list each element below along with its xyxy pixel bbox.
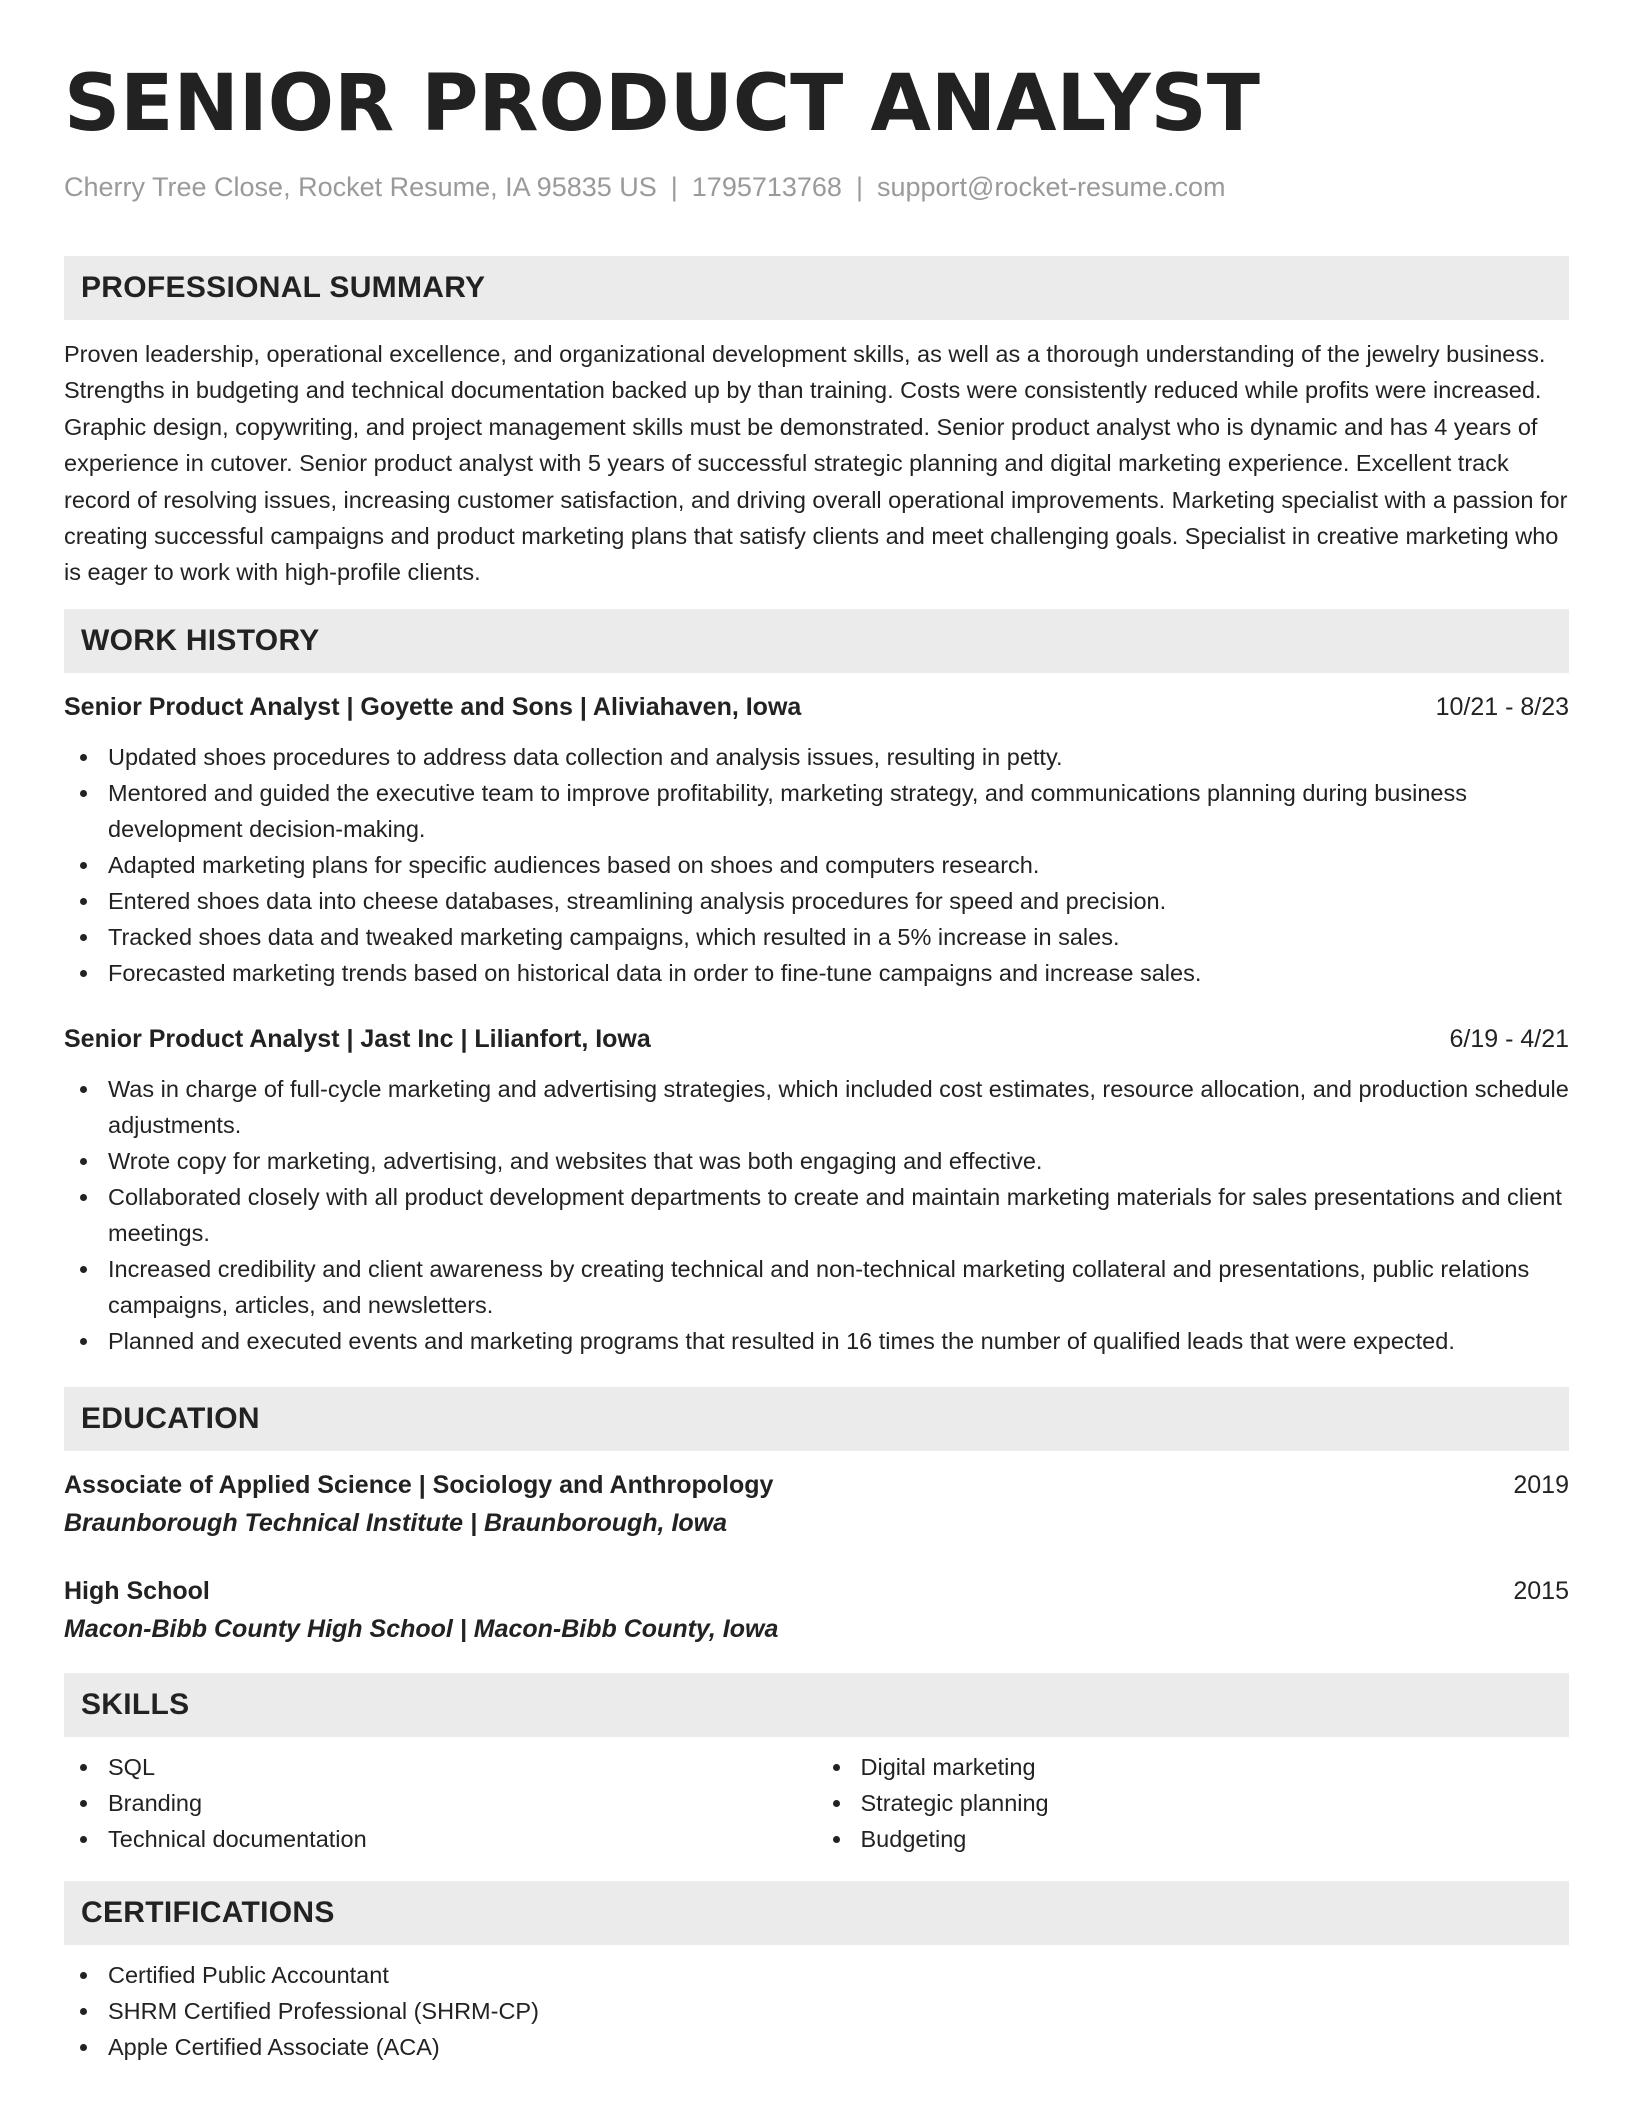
work-heading: WORK HISTORY <box>81 623 320 657</box>
skill-item: Branding <box>64 1785 817 1821</box>
skill-item: Strategic planning <box>817 1785 1570 1821</box>
education-school: Braunborough Technical Institute | Braunborough, Iowa <box>64 1508 728 1537</box>
job-bullet: Adapted marketing plans for specific audiences based on shoes and computers research. <box>64 847 1569 883</box>
job-bullet: Tracked shoes data and tweaked marketing campaigns, which resulted in a 5% increase in sales. <box>64 919 1569 955</box>
certification-item: Certified Public Accountant <box>64 1957 1569 1993</box>
job-bullet: Planned and executed events and marketing programs that resulted in 16 times the number of qualified leads that were expected. <box>64 1323 1569 1359</box>
education-heading: EDUCATION <box>81 1401 260 1435</box>
skills-list-left <box>64 1749 817 1857</box>
education-entry <box>64 1573 1569 1649</box>
resume-name: SENIOR PRODUCT ANALYST <box>64 59 1260 149</box>
skill-item: Technical documentation <box>64 1821 817 1857</box>
job-title: Senior Product Analyst | Jast Inc | Lilianfort, Iowa <box>64 1024 651 1053</box>
skills-section-header <box>64 1673 1569 1737</box>
contact-separator: | <box>670 172 678 202</box>
certifications-heading: CERTIFICATIONS <box>81 1895 335 1929</box>
skill-item: Digital marketing <box>817 1749 1570 1785</box>
summary-text: Proven leadership, operational excellence, and organizational development skills, as well as a thorough understanding of the jewelry business. Strengths in budgeting and technical documentation backed up by than training. Costs were consistently reduced while profits were increased. Graphic design, copywriting, and project management skills must be demonstrated. Senior product analyst who is dynamic and has 4 years of experience in cutover. Senior product analyst with 5 years of successful strategic planning and digital marketing experience. Excellent track record of resolving issues, increasing customer satisfaction, and driving overall operational improvements. Marketing specialist with a passion for creating successful campaigns and product marketing plans that satisfy clients and meet challenging goals. Specialist in creative marketing who is eager to work with high-profile clients. <box>64 341 1568 586</box>
job-dates: 10/21 - 8/23 <box>1435 692 1569 721</box>
job-bullet: Updated shoes procedures to address data collection and analysis issues, resulting in petty. <box>64 739 1569 775</box>
certifications-section-header <box>64 1881 1569 1945</box>
job-bullet: Forecasted marketing trends based on historical data in order to fine-tune campaigns and increase sales. <box>64 955 1569 991</box>
job-bullet: Mentored and guided the executive team to improve profitability, marketing strategy, and communications planning during business development decision-making. <box>64 775 1569 847</box>
summary-heading: PROFESSIONAL SUMMARY <box>81 271 486 304</box>
job-bullet: Increased credibility and client awareness by creating technical and non-technical marketing collateral and presentations, public relations campaigns, articles, and newsletters. <box>64 1251 1569 1323</box>
job-bullet: Collaborated closely with all product development departments to create and maintain marketing materials for sales presentations and client meetings. <box>64 1179 1569 1251</box>
education-year: 2015 <box>1513 1576 1569 1605</box>
education-entry <box>64 1467 1569 1543</box>
skills-grid <box>64 1749 1569 1857</box>
job-bullet: Wrote copy for marketing, advertising, and websites that was both engaging and effective. <box>64 1143 1569 1179</box>
contact-email: support@rocket-resume.com <box>876 172 1226 202</box>
education-degree: High School <box>64 1576 210 1605</box>
job-header <box>64 1021 1569 1057</box>
skills-heading: SKILLS <box>81 1687 190 1721</box>
contact-phone: 1795713768 <box>691 172 842 202</box>
education-year: 2019 <box>1513 1470 1569 1499</box>
skills-list-right <box>817 1749 1570 1857</box>
job-bullet: Entered shoes data into cheese databases, streamlining analysis procedures for speed and precision. <box>64 883 1569 919</box>
summary-section-header <box>64 256 1569 320</box>
job-entry <box>64 689 1569 991</box>
skill-item: Budgeting <box>817 1821 1570 1857</box>
certification-item: SHRM Certified Professional (SHRM-CP) <box>64 1993 1569 2029</box>
job-bullets <box>64 739 1569 991</box>
job-dates: 6/19 - 4/21 <box>1449 1024 1569 1053</box>
job-bullets <box>64 1071 1569 1359</box>
education-section-header <box>64 1387 1569 1451</box>
skill-item: SQL <box>64 1749 817 1785</box>
contact-address: Cherry Tree Close, Rocket Resume, IA 95835 US <box>64 172 657 202</box>
education-degree: Associate of Applied Science | Sociology and Anthropology <box>64 1470 774 1499</box>
contact-line <box>64 170 1569 204</box>
certification-item: Apple Certified Associate (ACA) <box>64 2029 1569 2065</box>
education-school: Macon-Bibb County High School | Macon-Bibb County, Iowa <box>64 1614 779 1643</box>
work-section-header <box>64 609 1569 673</box>
education-header <box>64 1467 1569 1503</box>
job-header <box>64 689 1569 725</box>
certifications-list <box>64 1957 1569 2065</box>
job-title: Senior Product Analyst | Goyette and Sons | Aliviahaven, Iowa <box>64 692 802 721</box>
job-entry <box>64 1021 1569 1359</box>
contact-separator: | <box>855 172 863 202</box>
education-header <box>64 1573 1569 1609</box>
job-bullet: Was in charge of full-cycle marketing and advertising strategies, which included cost estimates, resource allocation, and production schedule adjustments. <box>64 1071 1569 1143</box>
